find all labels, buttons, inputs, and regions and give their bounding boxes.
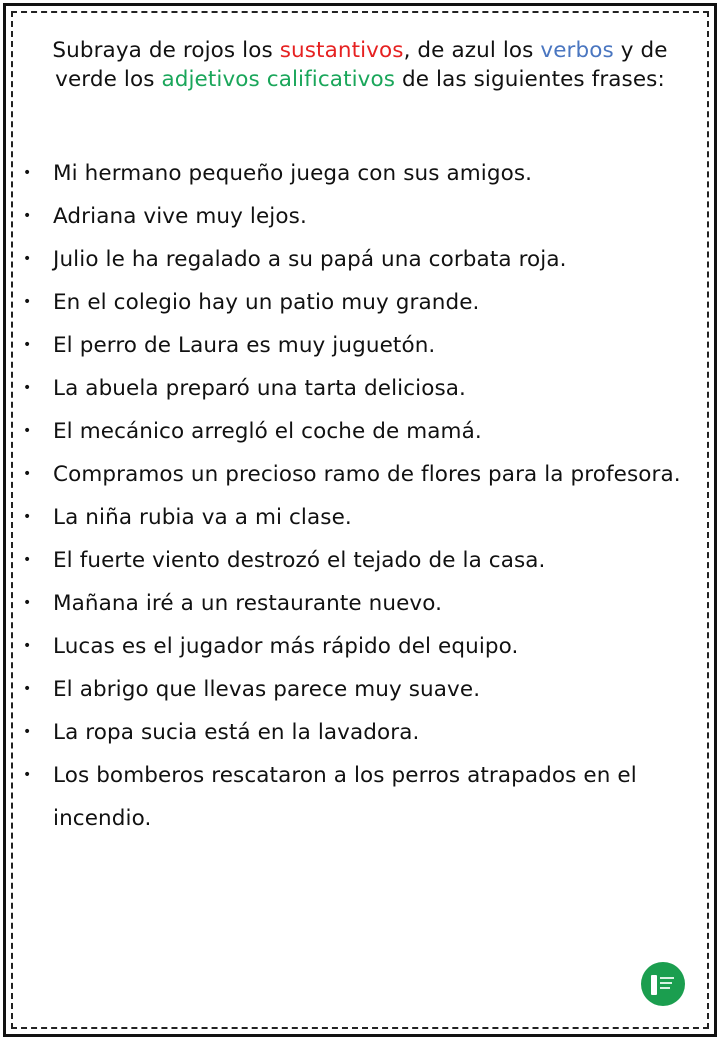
logo-line [660,987,670,989]
list-item [16,410,706,453]
bullet: • [23,681,32,697]
verbs-keyword: verbos [540,38,614,63]
sentence-text: Los bomberos rescataron a los perros atrapados en el incendio. [53,763,637,831]
bullet: • [23,251,32,267]
list-item [16,281,706,324]
logo-line [660,982,672,984]
adjectives-keyword: adjetivos calificativos [161,67,396,92]
sentence-text: Mi hermano pequeño juega con sus amigos. [53,161,533,186]
sentence-text: La ropa sucia está en la lavadora. [53,720,420,745]
bullet: • [23,767,32,783]
list-item [16,367,706,410]
logo-line [660,977,674,979]
bullet: • [23,165,32,181]
bullet: • [23,466,32,482]
bullet: • [23,509,32,525]
nouns-keyword: sustantivos [279,38,404,63]
bullet: • [23,380,32,396]
pencil-logo-icon [641,962,685,1006]
sentence-text: Julio le ha regalado a su papá una corbata roja. [53,247,567,272]
bullet: • [23,423,32,439]
list-item [16,625,706,668]
sentence-list [16,152,706,840]
list-item [16,582,706,625]
sentence-text: El perro de Laura es muy juguetón. [53,333,436,358]
list-item [16,711,706,754]
sentence-text: El mecánico arregló el coche de mamá. [53,419,482,444]
sentence-text: Mañana iré a un restaurante nuevo. [53,591,443,616]
list-item [16,539,706,582]
bullet: • [23,595,32,611]
bullet: • [23,552,32,568]
sentence-text: La niña rubia va a mi clase. [53,505,352,530]
list-item [16,195,706,238]
sentence-text: La abuela preparó una tarta deliciosa. [53,376,466,401]
list-item [16,238,706,281]
sentence-text: En el colegio hay un patio muy grande. [53,290,480,315]
bullet: • [23,337,32,353]
bullet: • [23,638,32,654]
list-item [16,152,706,195]
sentence-text: El fuerte viento destrozó el tejado de la casa. [53,548,546,573]
bullet: • [23,294,32,310]
sentence-text: Adriana vive muy lejos. [53,204,307,229]
bullet: • [23,724,32,740]
list-item [16,668,706,711]
list-item [16,496,706,539]
list-item [16,754,706,840]
bullet: • [23,208,32,224]
list-item [16,453,706,496]
sentence-text: Compramos un precioso ramo de flores para la profesora. [53,462,681,487]
sentence-text: El abrigo que llevas parece muy suave. [53,677,481,702]
pencil-shape [651,975,657,995]
instructions-text-4: de las siguientes frases: [395,67,665,92]
list-item [16,324,706,367]
instructions [24,36,696,94]
instructions-text-3: y de verde los [55,38,668,92]
instructions-text-2: , de azul los [403,38,541,63]
sentence-text: Lucas es el jugador más rápido del equipo. [53,634,519,659]
instructions-text-1: Subraya de rojos los [52,38,280,63]
